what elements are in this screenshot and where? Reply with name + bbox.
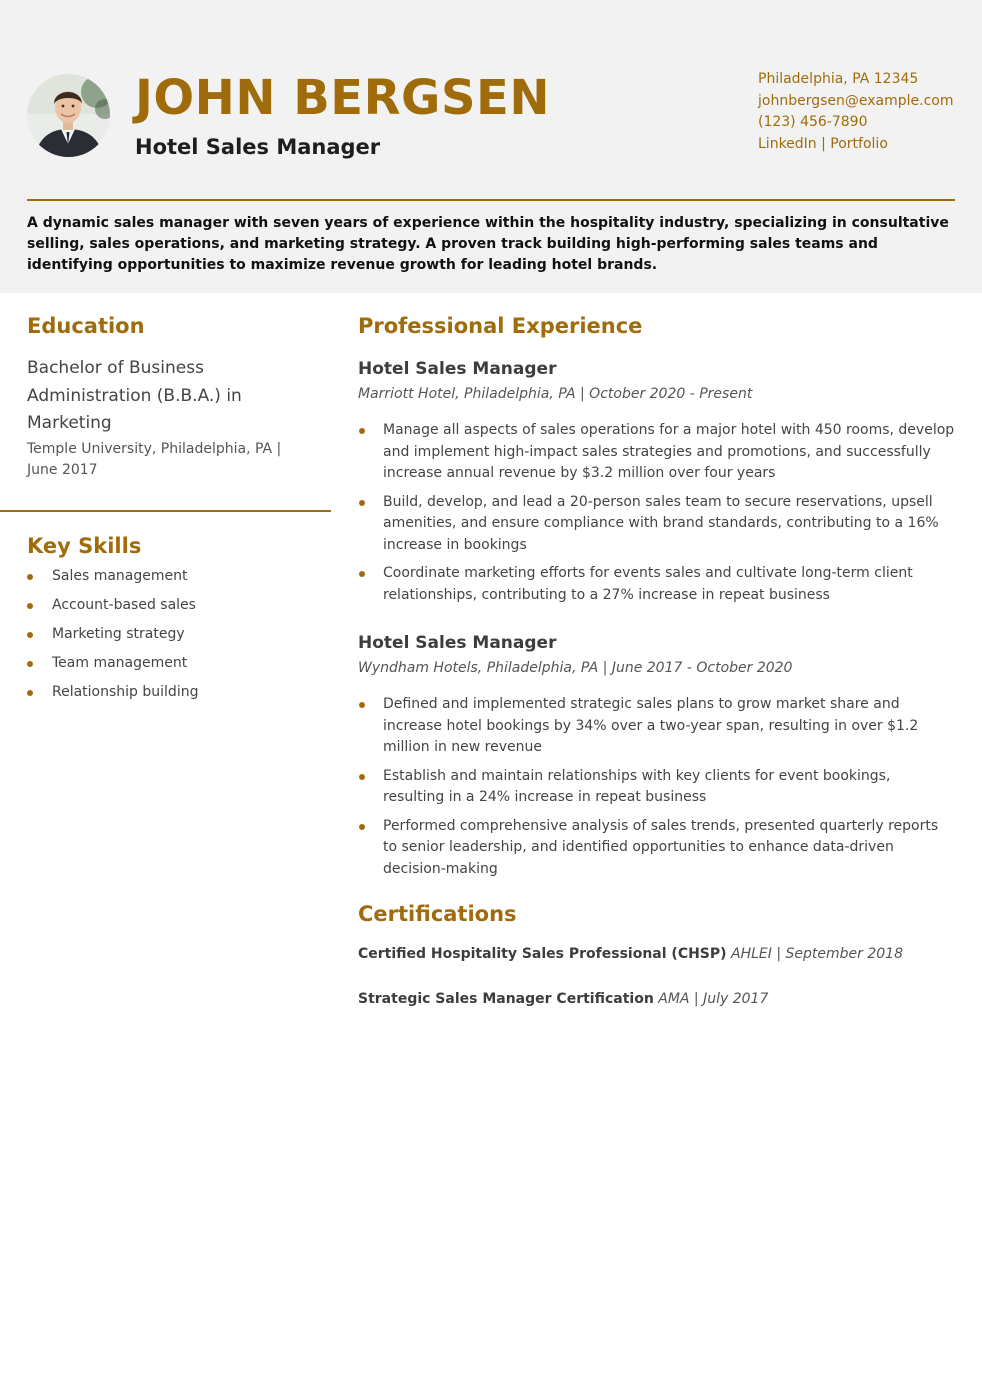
- education-school: Temple University, Philadelphia, PA | June 2017: [27, 441, 282, 478]
- skill-label: Relationship building: [52, 684, 199, 700]
- job-bullet: [358, 694, 956, 759]
- certification-item: [358, 989, 768, 1009]
- bullet-icon: [27, 574, 33, 580]
- candidate-title: Hotel Sales Manager: [135, 135, 381, 159]
- job-bullet-text: Performed comprehensive analysis of sales trends, presented quarterly reports to senior leadership, and identified opportunities to enhance data-driven decision-making: [383, 817, 939, 877]
- job-title: Hotel Sales Manager: [358, 633, 557, 653]
- skill-label: Marketing strategy: [52, 626, 185, 642]
- bullet-icon: [27, 632, 33, 638]
- certification-meta: AHLEI | September 2018: [731, 946, 903, 962]
- job-bullet: [358, 563, 956, 606]
- certification-name: Certified Hospitality Sales Professional (CHSP): [358, 946, 727, 962]
- skill-item: [27, 595, 317, 624]
- header-divider: [27, 199, 955, 201]
- skill-item: [27, 682, 317, 711]
- bullet-icon: [27, 603, 33, 609]
- bullet-icon: [359, 500, 365, 506]
- resume-header: [0, 0, 982, 293]
- job-bullet-text: Manage all aspects of sales operations for a major hotel with 450 rooms, develop and implement high-impact sales strategies and promotions, and successfully increase annual revenue by $3.2 million over four years: [383, 422, 955, 482]
- job-bullet: [358, 492, 956, 557]
- contact-phone: (123) 456-7890: [758, 114, 868, 130]
- skills-list: [27, 566, 317, 711]
- skills-heading: Key Skills: [27, 534, 142, 558]
- certifications-heading: Certifications: [358, 902, 517, 926]
- job-bullet-text: Build, develop, and lead a 20-person sales team to secure reservations, upsell amenities, and ensure compliance with brand standards, contributing to a 16% increase in bookings: [383, 493, 939, 554]
- skill-item: [27, 653, 317, 682]
- bullet-icon: [27, 661, 33, 667]
- left-column-divider: [0, 510, 331, 512]
- job-bullet-text: Establish and maintain relationships with key clients for event bookings, resulting in a 24% increase in repeat business: [383, 767, 891, 806]
- bullet-icon: [27, 690, 33, 696]
- skill-label: Account-based sales: [52, 597, 196, 613]
- job-bullets: [358, 420, 956, 613]
- contact-info: [758, 69, 954, 155]
- education-heading: Education: [27, 314, 145, 338]
- bullet-icon: [359, 702, 365, 708]
- certification-item: [358, 944, 903, 964]
- contact-links[interactable]: LinkedIn | Portfolio: [758, 135, 888, 152]
- job-bullet: [358, 420, 956, 485]
- skill-item: [27, 566, 317, 595]
- experience-heading: Professional Experience: [358, 314, 643, 338]
- candidate-name: JOHN BERGSEN: [135, 70, 550, 126]
- profile-photo: [27, 74, 110, 157]
- bullet-icon: [359, 571, 365, 577]
- job-bullet: [358, 766, 956, 809]
- contact-email[interactable]: johnbergsen@example.com: [758, 92, 954, 109]
- bullet-icon: [359, 774, 365, 780]
- contact-location: Philadelphia, PA 12345: [758, 71, 919, 87]
- job-meta: Marriott Hotel, Philadelphia, PA | October 2020 - Present: [358, 386, 753, 402]
- bullet-icon: [359, 428, 365, 434]
- certification-meta: AMA | July 2017: [658, 991, 769, 1007]
- certification-name: Strategic Sales Manager Certification: [358, 991, 654, 1007]
- job-bullets: [358, 694, 956, 887]
- professional-summary: A dynamic sales manager with seven years of experience within the hospitality industry, specializing in consultative selling, sales operations, and marketing strategy. A proven track building high-performing sales teams and identifying opportunities to maximize revenue growth for leading hotel brands.: [27, 215, 949, 273]
- job-title: Hotel Sales Manager: [358, 359, 557, 379]
- job-bullet-text: Coordinate marketing efforts for events sales and cultivate long-term client relationships, contributing to a 27% increase in repeat business: [383, 565, 913, 603]
- skill-item: [27, 624, 317, 653]
- skill-label: Team management: [52, 655, 188, 671]
- skill-label: Sales management: [52, 568, 188, 584]
- job-bullet: [358, 816, 956, 881]
- education-degree: Bachelor of Business Administration (B.B.A.) in Marketing: [27, 358, 242, 433]
- job-bullet-text: Defined and implemented strategic sales plans to grow market share and increase hotel bookings by 34% over a two-year span, resulting in over $1.2 million in new revenue: [383, 696, 919, 756]
- bullet-icon: [359, 824, 365, 830]
- job-meta: Wyndham Hotels, Philadelphia, PA | June 2017 - October 2020: [358, 660, 793, 676]
